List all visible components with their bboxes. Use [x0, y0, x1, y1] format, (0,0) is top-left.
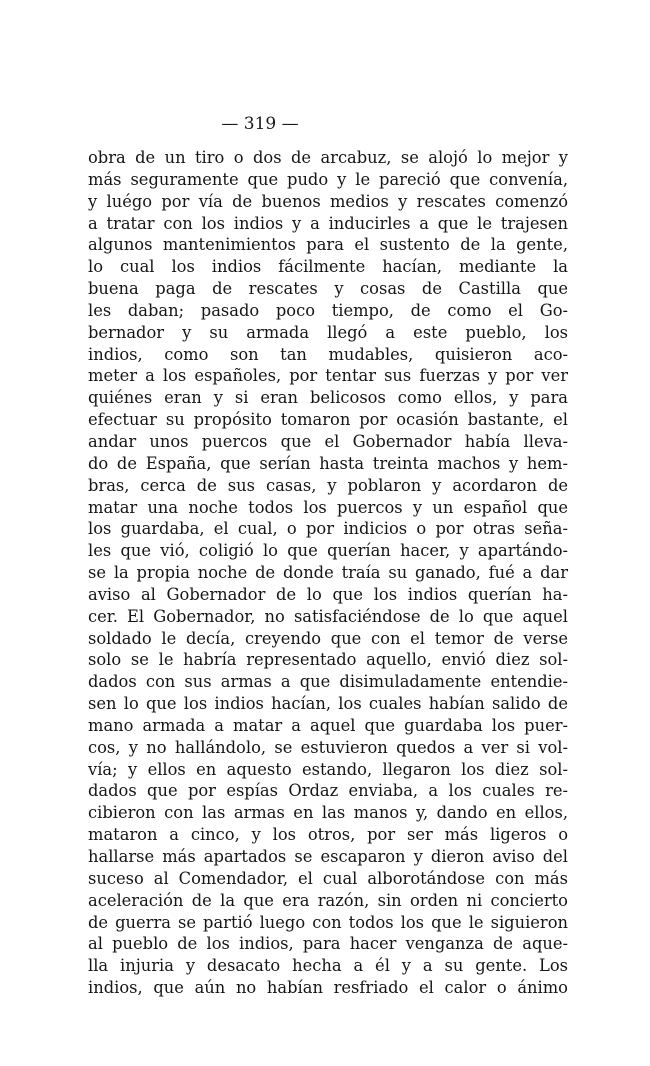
- text-line: mano armada a matar a aquel que guardaba los puer-: [88, 715, 568, 735]
- text-line: dados con sus armas a que disimuladamente entendie-: [88, 672, 568, 692]
- text-line: matar una noche todos los puercos y un español que: [88, 497, 568, 517]
- text-line: lo cual los indios fácilmente hacían, mediante la: [88, 257, 568, 277]
- text-line: meter a los españoles, por tentar sus fuerzas y por ver: [88, 366, 568, 386]
- text-line: dados que por espías Ordaz enviaba, a los cuales re-: [88, 781, 568, 801]
- text-line: aceleración de la que era razón, sin orden ni concierto: [88, 890, 568, 910]
- text-line: hallarse más apartados se escaparon y dieron aviso del: [88, 847, 568, 866]
- text-line: más seguramente que pudo y le pareció que convenía,: [88, 169, 568, 189]
- text-line: bernador y su armada llegó a este pueblo, los: [88, 322, 568, 342]
- text-line: sen lo que los indios hacían, los cuales habían salido de: [88, 694, 568, 714]
- text-line: buena paga de rescates y cosas de Castilla que: [88, 279, 568, 299]
- text-line: obra de un tiro o dos de arcabuz, se alojó lo mejor y: [88, 148, 568, 167]
- text-line: cos, y no hallándolo, se estuvieron quedos a ver si vol-: [88, 737, 568, 757]
- text-line: bras, cerca de sus casas, y poblaron y acordaron de: [88, 475, 568, 495]
- text-line: soldado le decía, creyendo que con el temor de verse: [88, 628, 568, 648]
- text-line: andar unos puercos que el Gobernador había lleva-: [88, 431, 568, 451]
- text-line: mataron a cinco, y los otros, por ser más ligeros o: [88, 825, 568, 845]
- text-line: cibieron con las armas en las manos y, dando en ellos,: [88, 803, 568, 823]
- text-line: do de España, que serían hasta treinta machos y hem-: [88, 453, 568, 473]
- text-line: se la propia noche de donde traía su ganado, fué a dar: [88, 563, 568, 583]
- text-line: cer. El Gobernador, no satisfaciéndose de lo que aquel: [88, 606, 568, 626]
- text-line: a tratar con los indios y a inducirles a que le trajesen: [88, 213, 568, 233]
- text-line: aviso al Gobernador de lo que los indios querían ha-: [88, 584, 568, 604]
- text-line: suceso al Comendador, el cual alborotándose con más: [88, 868, 568, 888]
- page-number: [0, 114, 650, 134]
- text-line: al pueblo de los indios, para hacer venganza de aque-: [88, 934, 568, 954]
- text-line: indios, como son tan mudables, quisieron aco-: [88, 344, 568, 364]
- text-line: lla injuria y desacato hecha a él y a su gente. Los: [88, 956, 568, 976]
- text-line: indios, que aún no habían resfriado el calor o ánimo: [88, 978, 568, 998]
- text-line: y luégo por vía de buenos medios y rescates comenzó: [88, 191, 568, 211]
- text-line: los guardaba, el cual, o por indicios o por otras seña-: [88, 519, 568, 539]
- text-line: solo se le habría representado aquello, envió diez sol-: [88, 650, 568, 670]
- text-line: efectuar su propósito tomaron por ocasión bastante, el: [88, 410, 568, 430]
- text-line: vía; y ellos en aquesto estando, llegaron los diez sol-: [88, 759, 568, 779]
- page-number-text: — 319 —: [221, 114, 299, 134]
- text-line: de guerra se partió luego con todos los que le siguieron: [88, 912, 568, 932]
- text-line: quiénes eran y si eran belicosos como ellos, y para: [88, 388, 568, 408]
- text-line: les daban; pasado poco tiempo, de como el Go-: [88, 300, 568, 320]
- text-line: algunos mantenimientos para el sustento de la gente,: [88, 235, 568, 255]
- body-text: [88, 147, 568, 999]
- text-line: les que vió, coligió lo que querían hacer, y apartándo-: [88, 541, 568, 561]
